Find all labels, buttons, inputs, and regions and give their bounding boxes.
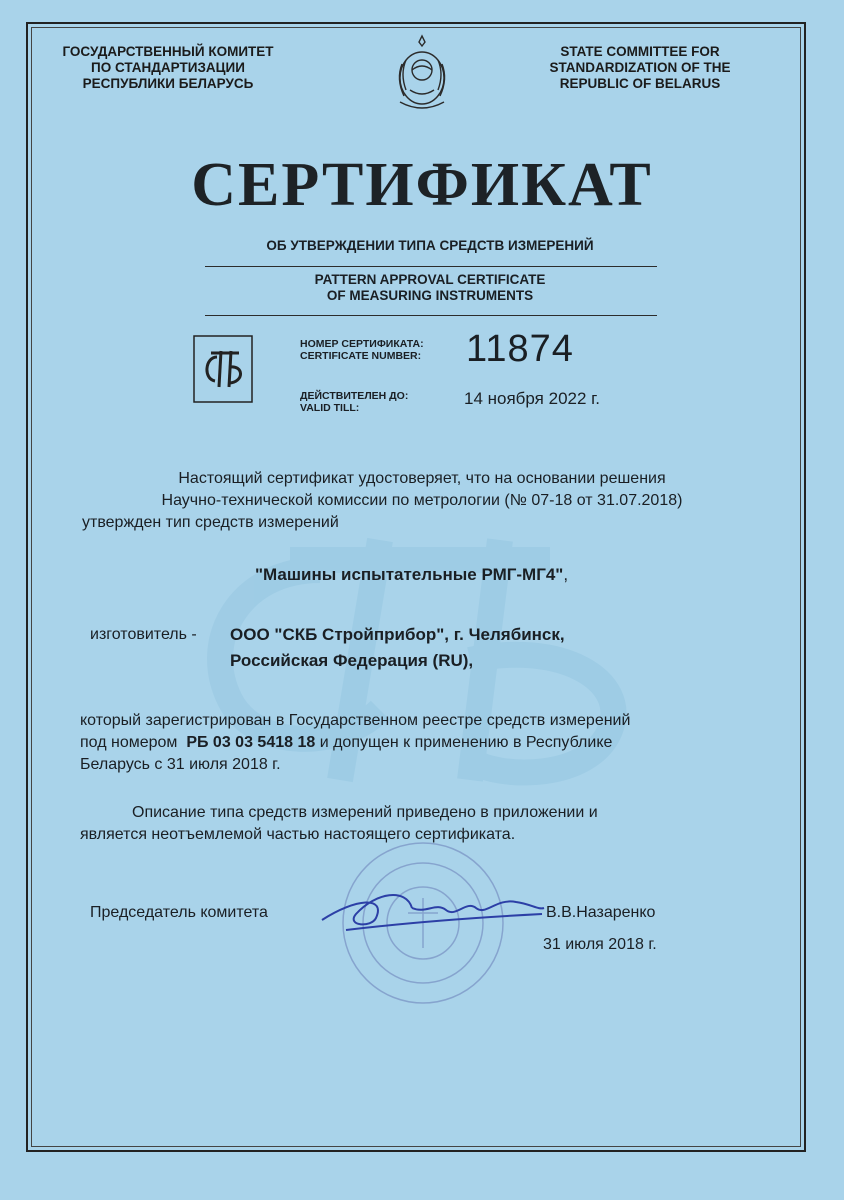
header-right	[520, 44, 760, 92]
divider	[205, 315, 657, 316]
manufacturer	[230, 622, 565, 674]
subtitle-en	[200, 272, 660, 304]
header-left-line: ПО СТАНДАРТИЗАЦИИ	[91, 60, 245, 75]
paragraph-line: Настоящий сертификат удостоверяет, что на основании решения	[178, 470, 666, 487]
paragraph-line	[80, 732, 770, 754]
manufacturer-label: изготовитель -	[90, 626, 197, 643]
header-left-line: ГОСУДАРСТВЕННЫЙ КОМИТЕТ	[62, 44, 274, 59]
paragraph-line: Научно-технической комиссии по метрологии (№ 07-18 от 31.07.2018)	[161, 492, 683, 509]
header-left	[48, 44, 288, 92]
signatory-position: Председатель комитета	[90, 904, 268, 921]
header-left-line: РЕСПУБЛИКИ БЕЛАРУСЬ	[82, 76, 254, 91]
subtitle-en-line: OF MEASURING INSTRUMENTS	[326, 288, 534, 303]
valid-label-ru: ДЕЙСТВИТЕЛЕН ДО:	[300, 390, 409, 402]
instrument-suffix: ,	[563, 565, 569, 584]
paragraph-register	[80, 710, 770, 776]
number-label	[300, 338, 424, 362]
register-number: РБ 03 03 5418 18	[186, 734, 316, 751]
number-label-ru: НОМЕР СЕРТИФИКАТА:	[300, 338, 424, 350]
certificate-title: СЕРТИФИКАТ	[191, 151, 653, 219]
register-suffix: и допущен к применению в Республике	[319, 734, 613, 751]
paragraph-line: утвержден тип средств измерений	[82, 514, 339, 531]
valid-label-en: VALID TILL:	[300, 402, 360, 414]
header-right-line: STATE COMMITTEE FOR	[560, 44, 720, 59]
subtitle-en-line: PATTERN APPROVAL CERTIFICATE	[314, 272, 546, 287]
coat-of-arms-icon	[388, 34, 456, 114]
paragraph-line: Беларусь с 31 июля 2018 г.	[80, 756, 281, 773]
header-right-line: REPUBLIC OF BELARUS	[559, 76, 721, 91]
handwritten-signature	[316, 878, 546, 938]
stb-logo-icon	[193, 335, 253, 403]
instrument-title: "Машины испытательные РМГ-МГ4"	[255, 565, 564, 584]
paragraph-decision	[60, 468, 784, 534]
valid-date: 14 ноября 2022 г.	[464, 389, 600, 408]
paragraph-line: является неотъемлемой частью настоящего сертификата.	[80, 826, 516, 843]
divider	[205, 266, 657, 267]
header-right-line: STANDARDIZATION OF THE	[549, 60, 731, 75]
signatory-name: В.В.Назаренко	[546, 904, 656, 921]
paragraph-line: Описание типа средств измерений приведено в приложении и	[132, 804, 598, 821]
number-label-en: CERTIFICATE NUMBER:	[300, 350, 422, 362]
signature-date: 31 июля 2018 г.	[543, 936, 657, 953]
manufacturer-line: Российская Федерация (RU),	[230, 651, 474, 670]
certificate-number: 11874	[466, 328, 574, 370]
register-prefix: под номером	[80, 734, 178, 751]
valid-label	[300, 390, 408, 414]
instrument-name	[255, 564, 568, 586]
manufacturer-line: ООО "СКБ Стройприбор", г. Челябинск,	[230, 625, 565, 644]
paragraph-line: который зарегистрирован в Государственном реестре средств измерений	[80, 712, 631, 729]
subtitle-ru: ОБ УТВЕРЖДЕНИИ ТИПА СРЕДСТВ ИЗМЕРЕНИЙ	[266, 238, 594, 253]
